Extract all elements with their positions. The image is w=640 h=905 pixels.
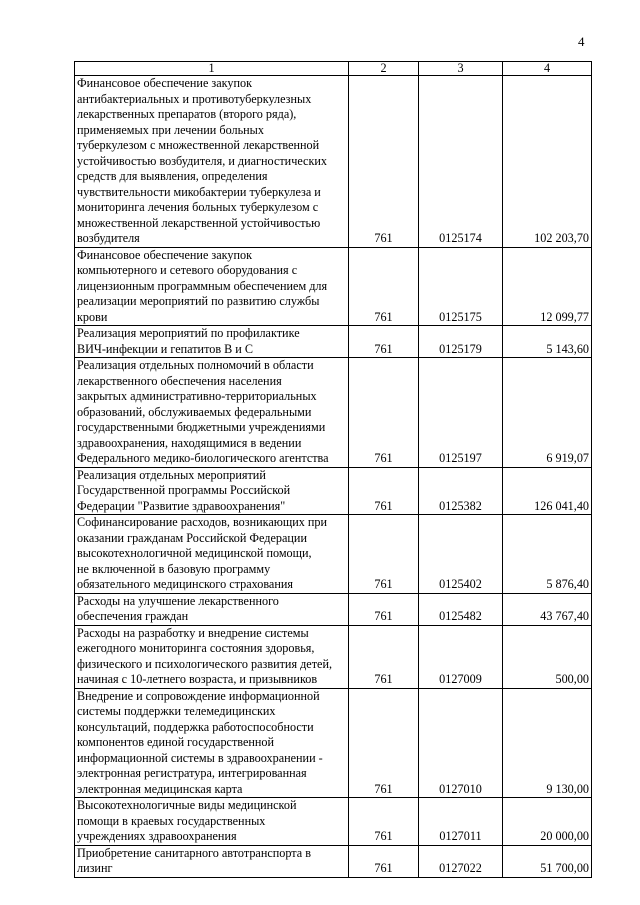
row-description [75,358,349,468]
description-line: лизинг [77,861,113,875]
table-row [75,247,592,326]
header-col-4: 4 [503,62,592,76]
row-amount: 20 000,00 [503,798,592,846]
row-code: 761 [349,358,419,468]
table-row [75,326,592,358]
row-description [75,845,349,877]
row-description [75,326,349,358]
description-line: Федерации "Развитие здравоохранения" [77,498,286,513]
row-budget-line: 0127022 [419,845,503,877]
description-line: Реализация мероприятий по профилактике [77,326,300,340]
description-line: компонентов единой государственной [77,735,275,749]
description-line: Финансовое обеспечение закупок [77,76,253,90]
description-line: системы поддержки телемедицинских [77,704,276,718]
row-budget-line: 0125382 [419,467,503,515]
description-line: лицензионным программным обеспечением для [77,278,328,293]
description-line: электронная медицинская карта [77,781,243,796]
description-line: Высокотехнологичные виды медицинской [77,798,297,812]
description-line: физического и психологического развития детей, [77,656,333,671]
row-amount: 126 041,40 [503,467,592,515]
table-body [75,76,592,878]
row-description [75,76,349,248]
description-line: мониторинга лечения больных туберкулезом с [77,200,319,214]
description-line: Расходы на разработку и внедрение системы [77,625,309,640]
row-amount: 6 919,07 [503,358,592,468]
row-budget-line: 0125402 [419,515,503,594]
header-col-1: 1 [75,62,349,76]
description-line: крови [77,309,108,324]
description-line: Федерального медико-биологического агентства [77,451,329,465]
row-code: 761 [349,326,419,358]
row-description [75,688,349,798]
row-code: 761 [349,845,419,877]
table-row [75,593,592,625]
description-line: компьютерного и сетевого оборудования с [77,263,298,277]
row-description [75,798,349,846]
description-line: помощи в краевых государственных [77,813,266,828]
header-col-2: 2 [349,62,419,76]
row-amount: 43 767,40 [503,593,592,625]
description-line: не включенной в базовую программу [77,561,271,576]
row-amount: 5 143,60 [503,326,592,358]
description-line: устойчивостью возбудителя, и диагностических [77,153,327,168]
row-code: 761 [349,515,419,594]
table-row [75,798,592,846]
description-line: лекарственных препаратов (второго ряда), [77,107,297,121]
description-line: Реализация отдельных мероприятий [77,467,266,482]
description-line: оказании гражданам Российской Федерации [77,530,307,545]
description-line: ВИЧ-инфекции и гепатитов В и С [77,341,254,356]
row-description [75,593,349,625]
description-line: множественной лекарственной устойчивостью [77,215,321,230]
budget-table [74,61,592,878]
row-code: 761 [349,688,419,798]
table-row [75,358,592,468]
description-line: начиная с 10-летнего возраста, и призывников [77,672,318,686]
row-budget-line: 0125482 [419,593,503,625]
description-line: образований, обслуживаемых федеральными [77,404,312,419]
description-line: Софинансирование расходов, возникающих при [77,515,328,529]
row-code: 761 [349,467,419,515]
description-line: Внедрение и сопровождение информационной [77,688,320,703]
description-line: высокотехнологичной медицинской помощи, [77,546,312,560]
row-amount: 5 876,40 [503,515,592,594]
description-line: консультаций, поддержка работоспособности [77,719,314,734]
description-line: Расходы на улучшение лекарственного [77,593,279,608]
row-code: 761 [349,247,419,326]
row-budget-line: 0125174 [419,76,503,248]
description-line: Приобретение санитарного автотранспорта в [77,845,311,860]
row-description [75,625,349,688]
row-code: 761 [349,798,419,846]
row-budget-line: 0127010 [419,688,503,798]
description-line: Финансовое обеспечение закупок [77,247,253,262]
table-row [75,688,592,798]
row-code: 761 [349,625,419,688]
table-row [75,76,592,248]
row-description [75,515,349,594]
header-col-3: 3 [419,62,503,76]
row-amount: 12 099,77 [503,247,592,326]
row-code: 761 [349,76,419,248]
description-line: реализации мероприятий по развитию службы [77,294,320,308]
description-line: здравоохранения, находящимися в ведении [77,435,302,450]
row-budget-line: 0127009 [419,625,503,688]
description-line: учреждениях здравоохранения [77,829,237,843]
row-code: 761 [349,593,419,625]
row-amount: 500,00 [503,625,592,688]
description-line: государственными бюджетными учреждениями [77,420,326,434]
table-row [75,467,592,515]
table-row [75,625,592,688]
description-line: применяемых при лечении больных [77,122,264,137]
row-budget-line: 0127011 [419,798,503,846]
description-line: электронная регистратура, интегрированная [77,766,307,780]
table-row [75,845,592,877]
description-line: возбудителя [77,231,140,245]
row-description [75,247,349,326]
description-line: туберкулезом с множественной лекарственной [77,138,320,152]
description-line: средств для выявления, определения [77,169,268,183]
description-line: ежегодного мониторинга состояния здоровья, [77,641,315,655]
row-description [75,467,349,515]
description-line: Реализация отдельных полномочий в области [77,358,314,372]
description-line: закрытых административно-территориальных [77,389,317,403]
header-row [75,62,592,76]
description-line: чувствительности микобактерии туберкулеза и [77,184,321,199]
row-amount: 102 203,70 [503,76,592,248]
description-line: обеспечения граждан [77,609,189,623]
description-line: Государственной программы Российской [77,483,291,497]
description-line: лекарственного обеспечения населения [77,373,282,388]
description-line: антибактериальных и противотуберкулезных [77,91,312,106]
description-line: обязательного медицинского страхования [77,577,293,591]
row-amount: 51 700,00 [503,845,592,877]
row-budget-line: 0125197 [419,358,503,468]
row-budget-line: 0125175 [419,247,503,326]
description-line: информационной системы в здравоохранении - [77,750,323,765]
page-number: 4 [578,34,585,49]
row-amount: 9 130,00 [503,688,592,798]
table-row [75,515,592,594]
row-budget-line: 0125179 [419,326,503,358]
